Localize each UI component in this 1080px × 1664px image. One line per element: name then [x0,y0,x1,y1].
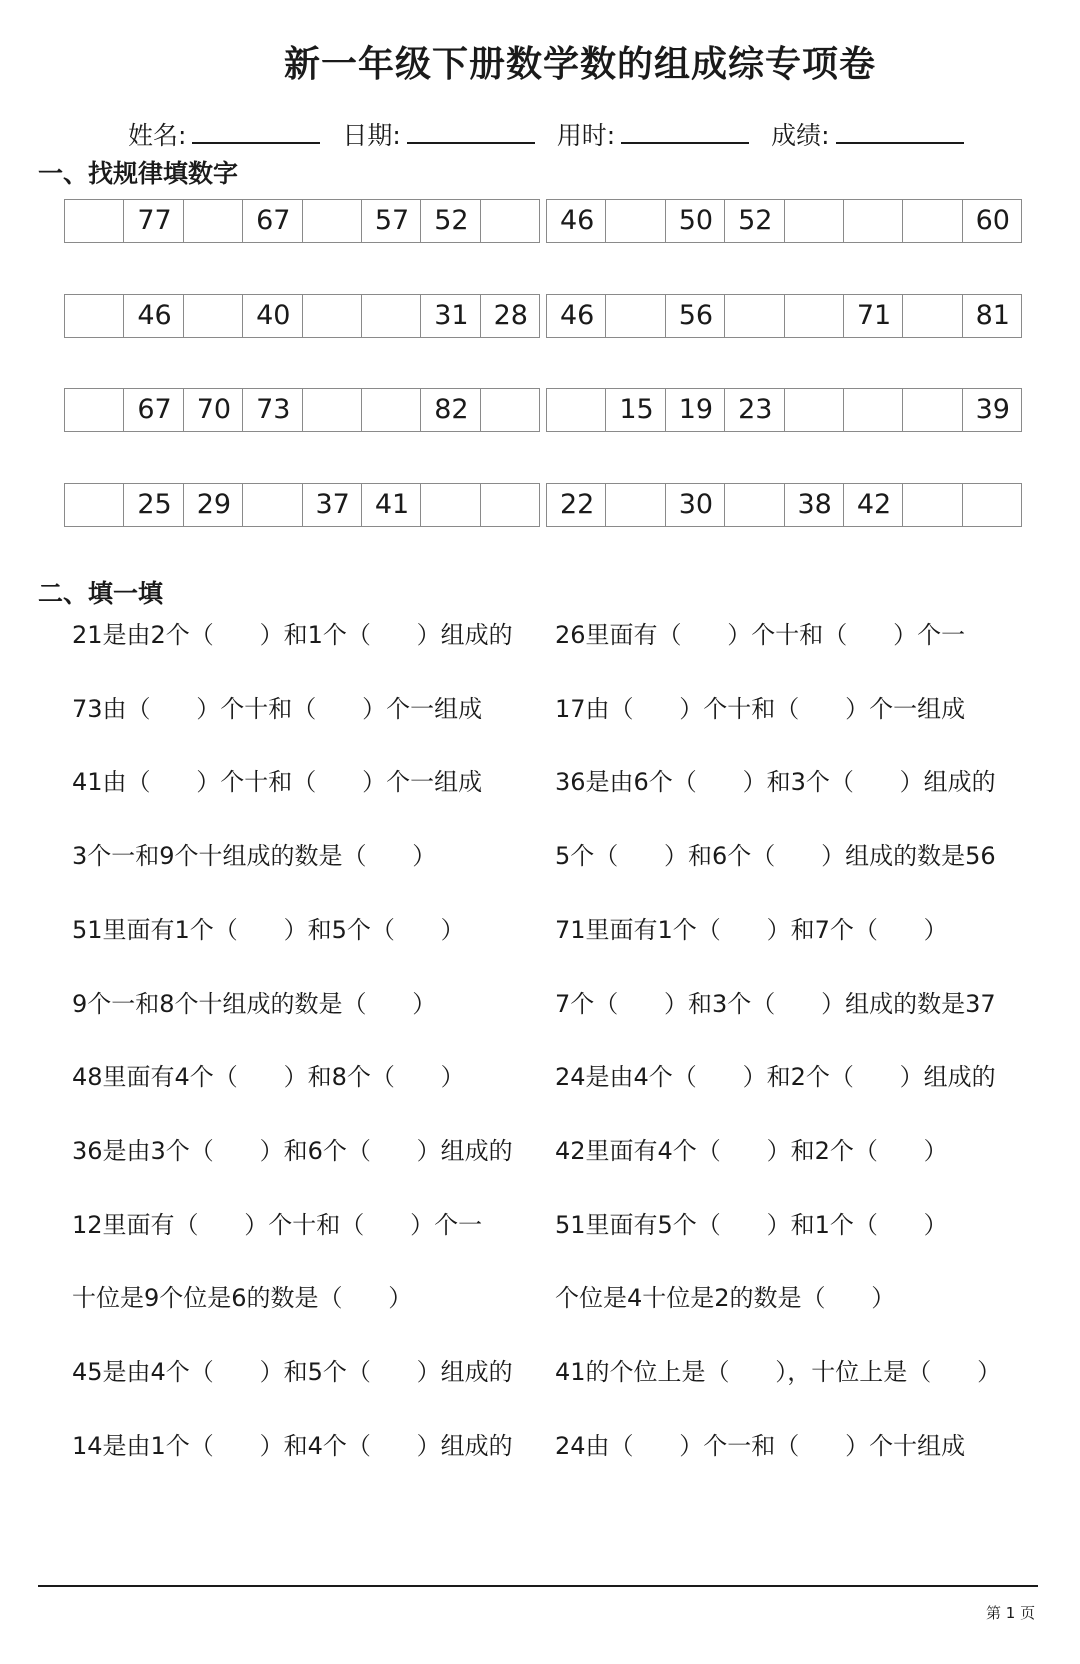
grid-cell[interactable]: 15 [605,389,664,431]
section1-heading: 一、找规律填数字 [38,159,239,188]
pattern-grid [546,294,1022,338]
question-item[interactable]: 个位是4十位是2的数是（ ） [555,1284,896,1312]
grid-cell[interactable] [605,200,664,242]
grid-cell[interactable]: 70 [183,389,242,431]
grid-cell[interactable] [902,295,961,337]
grid-cell[interactable]: 46 [560,205,595,236]
page-number: 第 1 页 [986,1604,1036,1622]
grid-cell[interactable]: 52 [420,200,479,242]
grid-cell[interactable]: 38 [784,484,843,526]
grid-cell[interactable]: 40 [242,295,301,337]
pattern-grid [64,199,540,243]
page-title: 新一年级下册数学数的组成综专项卷 [283,44,876,85]
grid-cell[interactable]: 23 [724,389,783,431]
grid-cell[interactable]: 52 [724,200,783,242]
grid-cell[interactable] [547,389,605,431]
grid-cell[interactable]: 71 [843,295,902,337]
grid-cell[interactable]: 57 [361,200,420,242]
grid-cell[interactable] [480,389,539,431]
question-item[interactable]: 48里面有4个（ ）和8个（ ） [72,1063,465,1091]
grid-cell[interactable] [724,295,783,337]
grid-cell[interactable] [242,484,301,526]
pattern-grid [546,388,1022,432]
question-item[interactable]: 73由（ ）个十和（ ）个一组成 [72,695,483,723]
name-label: 姓名: [128,121,187,150]
question-item[interactable]: 71里面有1个（ ）和7个（ ） [555,916,948,944]
question-item[interactable]: 36是由3个（ ）和6个（ ）组成的 [72,1137,513,1165]
question-item[interactable]: 51里面有1个（ ）和5个（ ） [72,916,465,944]
name-blank[interactable] [192,122,320,144]
question-item[interactable]: 45是由4个（ ）和5个（ ）组成的 [72,1358,513,1386]
score-label: 成绩: [771,121,830,150]
section2-heading: 二、填一填 [38,579,164,608]
date-label: 日期: [342,121,401,150]
question-item[interactable]: 21是由2个（ ）和1个（ ）组成的 [72,621,513,649]
pattern-grid [546,483,1022,527]
grid-cell[interactable] [302,295,361,337]
question-item[interactable]: 41的个位上是（ ），十位上是（ ） [555,1358,1002,1386]
grid-cell[interactable] [843,389,902,431]
grid-cell[interactable] [361,295,420,337]
time-label: 用时: [556,121,616,150]
grid-cell[interactable]: 60 [962,200,1021,242]
question-item[interactable]: 17由（ ）个十和（ ）个一组成 [555,695,966,723]
grid-cell[interactable] [361,389,420,431]
question-item[interactable]: 9个一和8个十组成的数是（ ） [72,990,437,1018]
grid-cell[interactable]: 56 [665,295,724,337]
question-item[interactable]: 7个（ ）和3个（ ）组成的数是37 [555,990,996,1018]
grid-cell[interactable] [605,295,664,337]
grid-cell[interactable] [302,389,361,431]
grid-cell[interactable] [902,389,961,431]
grid-cell[interactable]: 67 [242,200,301,242]
grid-cell[interactable]: 77 [123,200,182,242]
question-item[interactable]: 24由（ ）个一和（ ）个十组成 [555,1432,966,1460]
question-item[interactable]: 41由（ ）个十和（ ）个一组成 [72,768,483,796]
score-blank[interactable] [836,122,964,144]
grid-cell[interactable] [843,200,902,242]
grid-cell[interactable] [65,295,123,337]
question-item[interactable]: 26里面有（ ）个十和（ ）个一 [555,621,966,649]
question-item[interactable]: 12里面有（ ）个十和（ ）个一 [72,1211,483,1239]
grid-cell[interactable]: 46 [560,300,595,331]
footer-divider [38,1585,1038,1587]
grid-cell[interactable] [724,484,783,526]
question-item[interactable]: 14是由1个（ ）和4个（ ）组成的 [72,1432,513,1460]
grid-cell[interactable]: 50 [665,200,724,242]
grid-cell[interactable]: 19 [665,389,724,431]
grid-cell[interactable] [962,484,1021,526]
grid-cell[interactable]: 22 [560,489,595,520]
pattern-grid [64,388,540,432]
question-item[interactable]: 51里面有5个（ ）和1个（ ） [555,1211,948,1239]
grid-cell[interactable] [480,200,539,242]
question-item[interactable]: 24是由4个（ ）和2个（ ）组成的 [555,1063,996,1091]
grid-cell[interactable]: 41 [361,484,420,526]
grid-cell[interactable]: 30 [665,484,724,526]
grid-cell[interactable]: 28 [480,295,539,337]
grid-cell[interactable] [902,200,961,242]
question-item[interactable]: 3个一和9个十组成的数是（ ） [72,842,437,870]
grid-cell[interactable]: 29 [183,484,242,526]
grid-cell[interactable] [183,295,242,337]
grid-cell[interactable] [784,200,843,242]
grid-cell[interactable]: 37 [302,484,361,526]
grid-cell[interactable]: 42 [843,484,902,526]
question-item[interactable]: 5个（ ）和6个（ ）组成的数是56 [555,842,996,870]
grid-cell[interactable]: 39 [962,389,1021,431]
grid-cell[interactable] [65,484,123,526]
grid-cell[interactable]: 46 [123,295,182,337]
question-item[interactable]: 42里面有4个（ ）和2个（ ） [555,1137,948,1165]
grid-cell[interactable] [65,200,123,242]
pattern-grid [64,294,540,338]
grid-cell[interactable] [784,295,843,337]
date-blank[interactable] [407,122,535,144]
grid-cell[interactable] [183,200,242,242]
grid-cell[interactable]: 67 [123,389,182,431]
grid-cell[interactable]: 25 [123,484,182,526]
grid-cell[interactable]: 82 [420,389,479,431]
student-info-line [128,116,978,152]
time-blank[interactable] [621,122,749,144]
grid-cell[interactable] [420,484,479,526]
grid-cell[interactable] [605,484,664,526]
grid-cell[interactable] [302,200,361,242]
grid-cell[interactable] [902,484,961,526]
grid-cell[interactable]: 31 [420,295,479,337]
grid-cell[interactable]: 81 [962,295,1021,337]
grid-cell[interactable]: 73 [242,389,301,431]
pattern-grid [546,199,1022,243]
question-item[interactable]: 36是由6个（ ）和3个（ ）组成的 [555,768,996,796]
pattern-grid [64,483,540,527]
question-item[interactable]: 十位是9个位是6的数是（ ） [72,1284,413,1312]
grid-cell[interactable] [784,389,843,431]
grid-cell[interactable] [480,484,539,526]
grid-cell[interactable] [65,389,123,431]
